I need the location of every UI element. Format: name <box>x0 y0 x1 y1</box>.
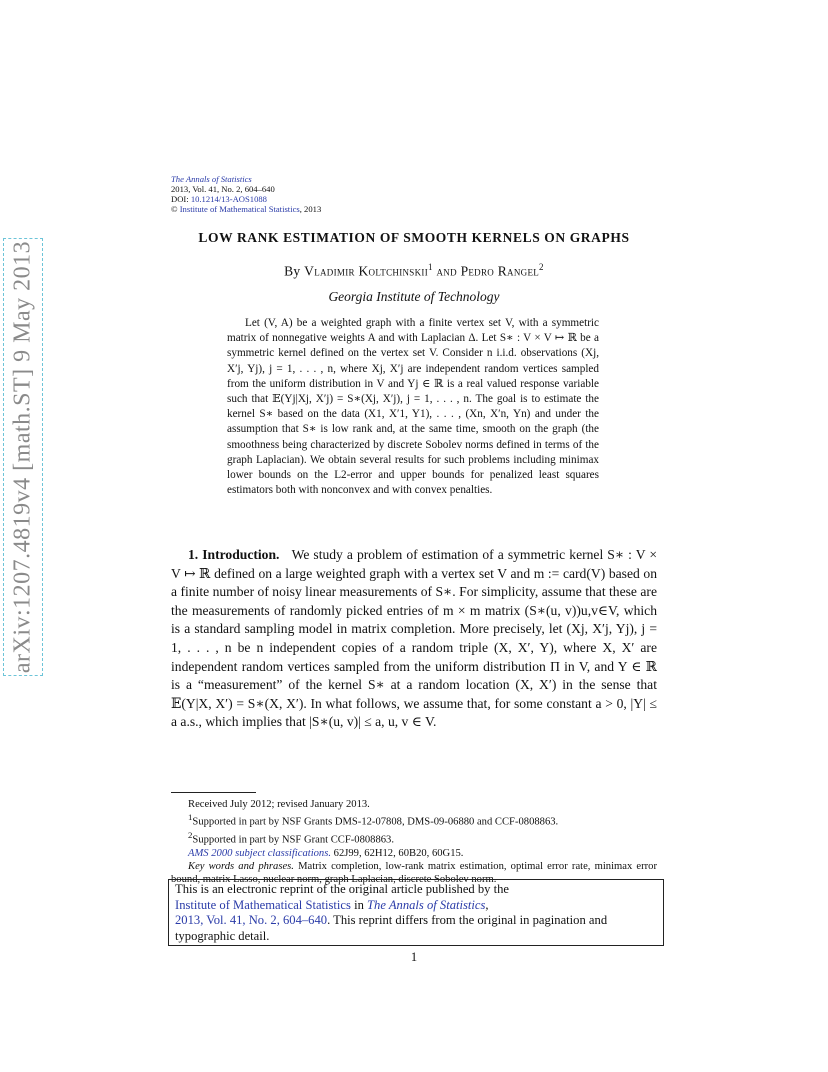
keywords-label: Key words and phrases. <box>188 860 294 872</box>
ams-classification <box>171 847 657 860</box>
volume-line: 2013, Vol. 41, No. 2, 604–640 <box>171 184 275 194</box>
ams-link[interactable]: AMS 2000 subject classifications. <box>188 847 332 859</box>
doi-label: DOI: <box>171 194 191 204</box>
footnote-2 <box>171 829 657 847</box>
ams-codes: 62J99, 62H12, 60B20, 60G15. <box>331 847 464 859</box>
reprint-in: in <box>350 897 368 912</box>
copyright-year: , 2013 <box>299 204 322 214</box>
and-label: and <box>432 263 461 279</box>
footnote-1-text: Supported in part by NSF Grants DMS-12-07808, DMS-09-06880 and CCF-0808863. <box>192 816 559 828</box>
journal-link[interactable]: The Annals of Statistics <box>171 174 252 184</box>
abstract: Let (V, A) be a weighted graph with a finite vertex set V, with a symmetric matrix of nonnegative weights A and with Laplacian Δ. Let S∗ : V × V ↦ ℝ be a symmetric kernel defined on the vertex set V. Consider n i.i.d. observations (Xj, X′j, Yj), j = 1, . . . , n, where Xj, X′j are independent random vertices sampled from the uniform distribution in V and Yj ∈ ℝ is a real valued response variable such that 𝔼(Yj|Xj, X′j) = S∗(Xj, X′j), j = 1, . . . , n. The goal is to estimate the kernel S∗ based on the data (X1, X′1, Y1), . . . , (Xn, X′n, Yn) and under the assumption that S∗ is low rank and, at the same time, smooth on the graph (the smoothness being characterized by discrete Sobolev norms defined in terms of the graph Laplacian). We obtain several results for such problems including minimax lower bounds on the L2-error and upper bounds for penalized least squares estimators both with nonconvex and with convex penalties. <box>227 317 599 497</box>
page-number: 1 <box>410 950 418 964</box>
reprint-journal-link[interactable]: The Annals of Statistics <box>367 897 486 912</box>
reprint-intro: This is an electronic reprint of the original article published by the <box>175 882 509 896</box>
reprint-volume-link[interactable]: 2013, Vol. 41, No. 2, 604–640 <box>175 913 328 928</box>
paper-title: LOW RANK ESTIMATION OF SMOOTH KERNELS ON GRAPHS <box>198 230 630 245</box>
journal-header <box>171 174 321 214</box>
footnote-2-text: Supported in part by NSF Grant CCF-0808863. <box>192 834 394 846</box>
arxiv-id: arXiv:1207.4819v4 [math.ST] 9 May 2013 <box>9 240 36 674</box>
copyright-symbol: © <box>171 204 180 214</box>
author-2-mark: 2 <box>539 262 544 272</box>
affiliation: Georgia Institute of Technology <box>328 289 500 304</box>
footnote-1-mark: 1 <box>188 812 193 823</box>
footnote-2-mark: 2 <box>188 829 193 840</box>
doi-line <box>171 194 321 204</box>
author-2: Pedro Rangel <box>460 263 540 279</box>
reprint-comma: , <box>485 897 489 912</box>
keywords-text: Matrix completion, low-rank matrix estimation, optimal error rate, minimax error bound, matrix Lasso, nuclear norm, graph Laplacian, discrete Sobolev norm. <box>171 860 657 886</box>
reprint-ims-link[interactable]: Institute of Mathematical Statistics <box>175 897 351 912</box>
received-dates: Received July 2012; revised January 2013. <box>188 799 370 810</box>
reprint-notice <box>168 879 664 946</box>
reprint-rest: . This reprint differs from the original in pagination and typographic detail. <box>175 913 608 943</box>
ims-link[interactable]: Institute of Mathematical Statistics <box>179 204 300 214</box>
footnotes <box>171 798 657 886</box>
copyright-line <box>171 204 321 214</box>
by-label: By <box>284 263 305 279</box>
footnote-1 <box>171 811 657 829</box>
section-heading: 1. Introduction. <box>188 547 280 562</box>
footnote-rule <box>171 792 256 793</box>
author-line <box>0 262 828 280</box>
intro-body: We study a problem of estimation of a symmetric kernel S∗ : V × V ↦ ℝ defined on a large weighted graph with a vertex set V and m := card(V) based on a finite number of noisy linear measurements of S∗. For simplicity, assume that these are the measurements of randomly picked entries of m × m matrix (S∗(u, v))u,v∈V, which is a standard sampling model in matrix completion. More precisely, let (Xj, X′j, Yj), j = 1, . . . , n be n independent copies of a random triple (X, X′, Y), where X, X′ are independent random vertices sampled from the uniform distribution Π in V, and Y ∈ ℝ is a “measurement” of the kernel S∗ at a random location (X, X′) in the sense that 𝔼(Y|X, X′) = S∗(X, X′). In what follows, we assume that, for some constant a > 0, |Y| ≤ a a.s., which implies that |S∗(u, v)| ≤ a, u, v ∈ V. <box>171 547 657 730</box>
introduction-paragraph <box>171 546 657 732</box>
author-1: Vladimir Koltchinskii <box>304 263 428 279</box>
doi-link[interactable]: 10.1214/13-AOS1088 <box>190 194 267 204</box>
author-1-mark: 1 <box>428 262 433 272</box>
